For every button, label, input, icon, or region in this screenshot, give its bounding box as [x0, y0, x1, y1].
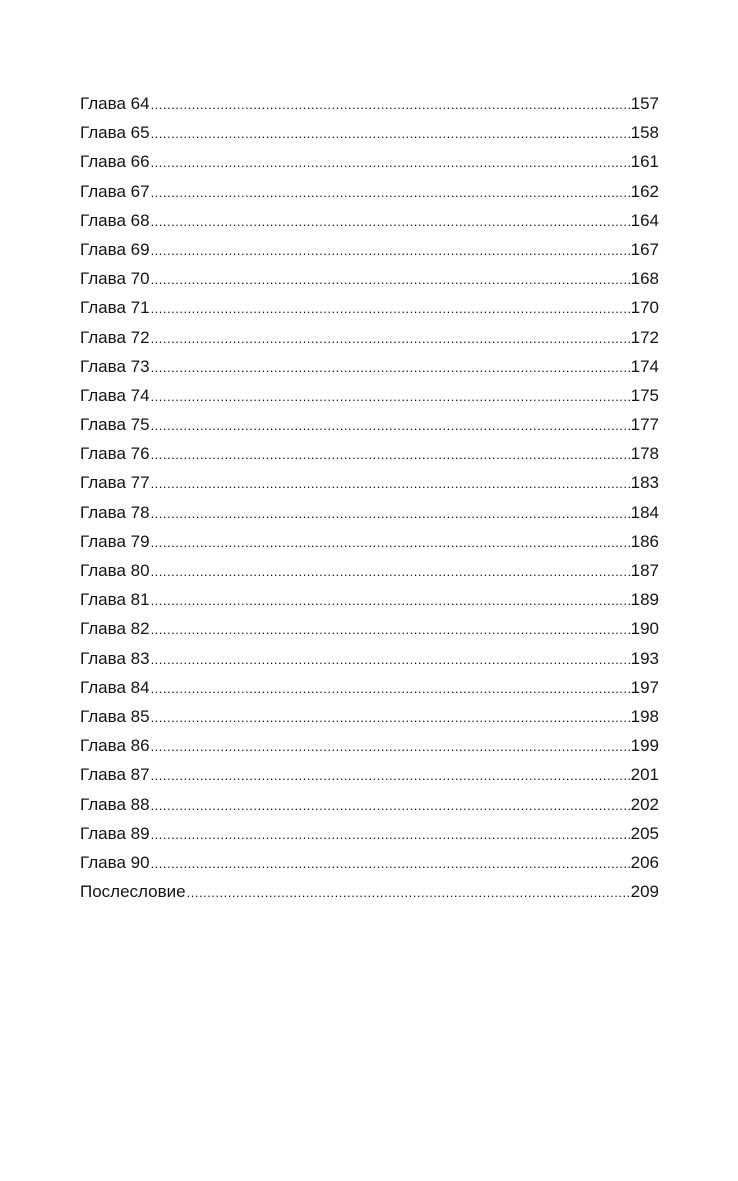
toc-entry — [80, 877, 659, 906]
dot-leader — [151, 791, 630, 820]
toc-entry — [80, 118, 659, 147]
toc-entry — [80, 468, 659, 497]
dot-leader — [151, 411, 630, 440]
toc-entry-title: Глава 65 — [80, 123, 150, 143]
toc-entry-title: Глава 72 — [80, 327, 150, 347]
toc-entry — [80, 848, 659, 877]
toc-entry — [80, 614, 659, 643]
dot-leader — [151, 499, 630, 528]
toc-entry-page-number: 201 — [630, 765, 659, 785]
toc-entry-page-number: 183 — [630, 473, 659, 493]
toc-entry-title: Глава 82 — [80, 619, 150, 639]
toc-entry-page-number: 202 — [630, 794, 659, 814]
dot-leader — [151, 761, 630, 790]
toc-entry-page-number: 164 — [630, 210, 659, 230]
toc-entry-page-number: 157 — [630, 94, 659, 113]
toc-entry-page-number: 158 — [630, 123, 659, 143]
toc-entry-page-number: 184 — [630, 502, 659, 522]
toc-entry-page-number: 206 — [630, 852, 659, 872]
dot-leader — [151, 207, 630, 236]
dot-leader — [187, 878, 630, 907]
toc-entry — [80, 790, 659, 819]
dot-leader — [151, 178, 630, 207]
toc-entry-page-number: 205 — [630, 823, 659, 843]
toc-entry-page-number: 172 — [630, 327, 659, 347]
toc-entry-page-number: 186 — [630, 531, 659, 551]
toc-entry-page-number: 175 — [630, 385, 659, 405]
toc-entry-title: Глава 81 — [80, 590, 150, 610]
toc-entry — [80, 177, 659, 206]
dot-leader — [151, 849, 630, 878]
dot-leader — [151, 90, 630, 119]
toc-entry-title: Глава 77 — [80, 473, 150, 493]
toc-entry-page-number: 170 — [630, 298, 659, 318]
toc-entry-title: Глава 68 — [80, 210, 150, 230]
toc-entry-title: Глава 70 — [80, 269, 150, 289]
toc-entry-title: Глава 64 — [80, 94, 150, 113]
toc-entry-title: Глава 88 — [80, 794, 150, 814]
toc-entry — [80, 819, 659, 848]
toc-entry-title: Послесловие — [80, 882, 186, 902]
dot-leader — [151, 674, 630, 703]
dot-leader — [151, 265, 630, 294]
toc-entry-title: Глава 84 — [80, 677, 150, 697]
dot-leader — [151, 586, 630, 615]
toc-entry-title: Глава 69 — [80, 239, 150, 259]
toc-entry — [80, 760, 659, 789]
dot-leader — [151, 119, 630, 148]
dot-leader — [151, 528, 630, 557]
toc-entry-title: Глава 78 — [80, 502, 150, 522]
toc-entry-title: Глава 74 — [80, 385, 150, 405]
toc-entry — [80, 731, 659, 760]
dot-leader — [151, 469, 630, 498]
toc-entry — [80, 235, 659, 264]
toc-entry-title: Глава 86 — [80, 736, 150, 756]
toc-entry-title: Глава 67 — [80, 181, 150, 201]
table-of-contents — [80, 89, 659, 906]
dot-leader — [151, 236, 630, 265]
toc-entry-page-number: 189 — [630, 590, 659, 610]
toc-entry-title: Глава 85 — [80, 706, 150, 726]
toc-entry-page-number: 198 — [630, 706, 659, 726]
toc-entry — [80, 439, 659, 468]
toc-entry-page-number: 197 — [630, 677, 659, 697]
toc-entry-title: Глава 75 — [80, 415, 150, 435]
dot-leader — [151, 294, 630, 323]
dot-leader — [151, 557, 630, 586]
dot-leader — [151, 732, 630, 761]
toc-entry — [80, 644, 659, 673]
toc-entry-page-number: 209 — [630, 882, 659, 902]
dot-leader — [151, 324, 630, 353]
toc-entry-title: Глава 80 — [80, 561, 150, 580]
toc-entry-title: Глава 66 — [80, 152, 150, 172]
toc-entry — [80, 206, 659, 235]
toc-entry — [80, 352, 659, 381]
toc-entry-title: Глава 90 — [80, 852, 150, 872]
toc-entry — [80, 147, 659, 176]
toc-entry-page-number: 187 — [630, 561, 659, 580]
toc-entry-page-number: 193 — [630, 648, 659, 668]
toc-entry — [80, 410, 659, 439]
toc-entry-title: Глава 76 — [80, 444, 150, 464]
dot-leader — [151, 703, 630, 732]
toc-entry-title: Глава 87 — [80, 765, 150, 785]
toc-entry-title: Глава 83 — [80, 648, 150, 668]
toc-entry-page-number: 167 — [630, 239, 659, 259]
toc-entry-title: Глава 79 — [80, 531, 150, 551]
dot-leader — [151, 353, 630, 382]
dot-leader — [151, 148, 630, 177]
toc-entry — [80, 527, 659, 556]
toc-entry — [80, 585, 659, 614]
toc-entry-page-number: 199 — [630, 736, 659, 756]
toc-entry-page-number: 174 — [630, 356, 659, 376]
toc-entry-page-number: 177 — [630, 415, 659, 435]
toc-entry — [80, 556, 659, 585]
dot-leader — [151, 820, 630, 849]
toc-entry-page-number: 161 — [630, 152, 659, 172]
dot-leader — [151, 440, 630, 469]
toc-entry-page-number: 190 — [630, 619, 659, 639]
toc-entry — [80, 702, 659, 731]
toc-entry-page-number: 178 — [630, 444, 659, 464]
toc-entry — [80, 89, 659, 118]
toc-entry — [80, 323, 659, 352]
toc-entry-title: Глава 71 — [80, 298, 150, 318]
dot-leader — [151, 382, 630, 411]
toc-entry — [80, 673, 659, 702]
toc-entry-page-number: 162 — [630, 181, 659, 201]
toc-entry-title: Глава 89 — [80, 823, 150, 843]
toc-entry — [80, 293, 659, 322]
toc-entry — [80, 498, 659, 527]
toc-entry — [80, 381, 659, 410]
dot-leader — [151, 615, 630, 644]
toc-entry — [80, 264, 659, 293]
toc-entry-page-number: 168 — [630, 269, 659, 289]
dot-leader — [151, 645, 630, 674]
toc-entry-title: Глава 73 — [80, 356, 150, 376]
